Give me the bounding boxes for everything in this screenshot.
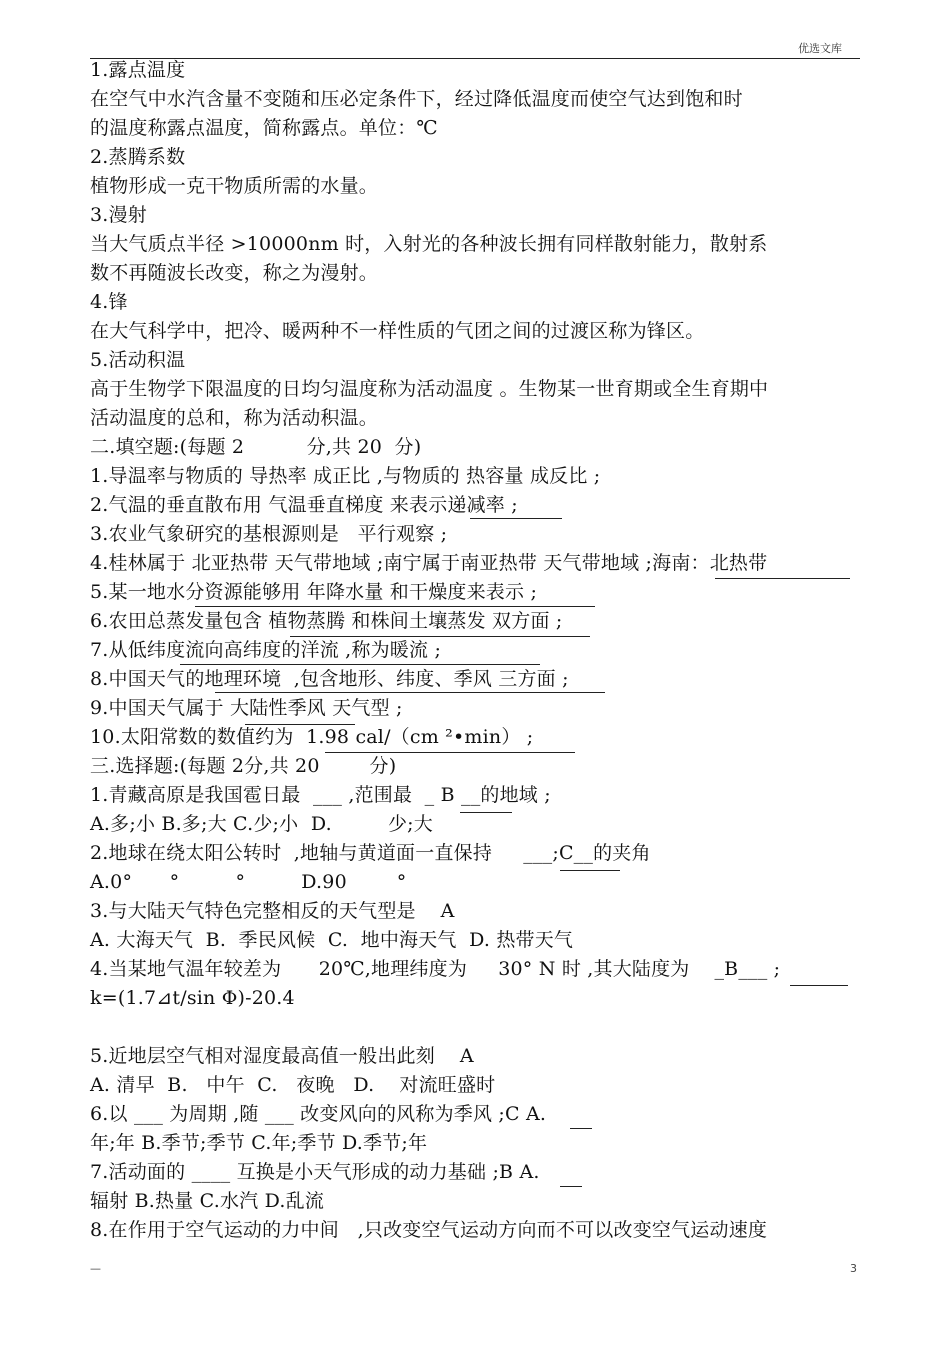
fill-in-question: 2.气温的垂直散布用 气温垂直梯度 来表示递减率 ; bbox=[90, 494, 518, 516]
answer-underline bbox=[460, 812, 512, 813]
answer-underline bbox=[560, 870, 620, 871]
answer-underline bbox=[715, 578, 850, 579]
footer-left-mark: — bbox=[90, 1262, 101, 1275]
formula-line: k=(1.7⊿t/sin Φ)-20.4 bbox=[90, 987, 295, 1009]
page-number: 3 bbox=[850, 1262, 857, 1275]
answer-underline bbox=[195, 606, 595, 607]
term-heading: 5.活动积温 bbox=[90, 349, 186, 371]
fill-in-question: 1.导温率与物质的 导热率 成正比 ,与物质的 热容量 成反比 ; bbox=[90, 465, 601, 487]
term-heading: 1.露点温度 bbox=[90, 59, 186, 81]
answer-underline bbox=[790, 985, 848, 986]
answer-underline bbox=[470, 518, 562, 519]
section-heading-choice: 三.选择题:(每题 2分,共 20 分) bbox=[90, 755, 397, 777]
fill-in-question: 4.桂林属于 北亚热带 天气带地域 ;南宁属于南亚热带 天气带地域 ;海南：北热带 bbox=[90, 552, 768, 574]
choice-question: 5.近地层空气相对湿度最高值一般出此刻 A bbox=[90, 1045, 474, 1067]
definition-text: 数不再随波长改变，称之为漫射。 bbox=[90, 262, 379, 284]
choice-question: 4.当某地气温年较差为 20℃,地理纬度为 30° N 时 ,其大陆度为 _B___ ; bbox=[90, 958, 781, 980]
choice-question: 1.青藏高原是我国雹日最 ___ ,范围最 _ B __的地域 ; bbox=[90, 784, 551, 806]
fill-in-question: 10.太阳常数的数值约为 1.98 cal/（cm ²•min） ; bbox=[90, 726, 534, 748]
definition-text: 在空气中水汽含量不变随和压必定条件下，经过降低温度而使空气达到饱和时 bbox=[90, 88, 743, 110]
choice-question: 3.与大陆天气特色完整相反的天气型是 A bbox=[90, 900, 455, 922]
section-heading-fill-in: 二.填空题:(每题 2 分,共 20 分) bbox=[90, 436, 422, 458]
fill-in-question: 7.从低纬度流向高纬度的洋流 ,称为暖流 ; bbox=[90, 639, 442, 661]
definition-text: 活动温度的总和，称为活动积温。 bbox=[90, 407, 379, 429]
choice-options: 年;年 B.季节;季节 C.年;季节 D.季节;年 bbox=[90, 1132, 428, 1154]
answer-underline bbox=[570, 1128, 592, 1129]
choice-question: 7.活动面的 ____ 互换是小天气形成的动力基础 ;B A. bbox=[90, 1161, 540, 1183]
header-label: 优选文库 bbox=[798, 42, 842, 55]
answer-underline bbox=[290, 636, 590, 637]
fill-in-question: 3.农业气象研究的基根源则是 平行观察 ; bbox=[90, 523, 448, 545]
choice-options: A. 清早 B. 中午 C. 夜晚 D. 对流旺盛时 bbox=[90, 1074, 496, 1096]
definition-text: 的温度称露点温度，简称露点。单位：℃ bbox=[90, 117, 438, 139]
choice-options: A. 大海天气 B. 季民风候 C. 地中海天气 D. 热带天气 bbox=[90, 929, 574, 951]
answer-underline bbox=[245, 724, 355, 725]
choice-options: A.多;小 B.多;大 C.少;小 D. 少;大 bbox=[90, 813, 433, 835]
definition-text: 植物形成一克干物质所需的水量。 bbox=[90, 175, 379, 197]
fill-in-question: 8.中国天气的地理环境 ,包含地形、纬度、季风 三方面 ; bbox=[90, 668, 569, 690]
document-body bbox=[90, 56, 860, 1245]
answer-underline bbox=[560, 1186, 582, 1187]
term-heading: 2.蒸腾系数 bbox=[90, 146, 186, 168]
choice-options: A.0° ° ° D.90 ° bbox=[90, 871, 407, 893]
answer-underline bbox=[325, 752, 575, 753]
definition-text: 在大气科学中，把冷、暖两种不一样性质的气团之间的过渡区称为锋区。 bbox=[90, 320, 705, 342]
choice-question: 2.地球在绕太阳公转时 ,地轴与黄道面一直保持 ___;C__的夹角 bbox=[90, 842, 651, 864]
fill-in-question: 5.某一地水分资源能够用 年降水量 和干燥度来表示 ; bbox=[90, 581, 538, 603]
term-heading: 3.漫射 bbox=[90, 204, 147, 226]
blank-line bbox=[90, 1013, 860, 1042]
choice-question: 8.在作用于空气运动的力中间 ,只改变空气运动方向而不可以改变空气运动速度 bbox=[90, 1219, 768, 1241]
fill-in-question: 9.中国天气属于 大陆性季风 天气型 ; bbox=[90, 697, 403, 719]
answer-underline bbox=[180, 664, 540, 665]
fill-in-question: 6.农田总蒸发量包含 植物蒸腾 和株间土壤蒸发 双方面 ; bbox=[90, 610, 563, 632]
answer-underline bbox=[215, 692, 605, 693]
term-heading: 4.锋 bbox=[90, 291, 128, 313]
choice-options: 辐射 B.热量 C.水汽 D.乱流 bbox=[90, 1190, 325, 1212]
choice-question: 6.以 ___ 为周期 ,随 ___ 改变风向的风称为季风 ;C A. bbox=[90, 1103, 547, 1125]
definition-text: 高于生物学下限温度的日均匀温度称为活动温度 。生物某一世育期或全生育期中 bbox=[90, 378, 769, 400]
definition-text: 当大气质点半径 >10000nm 时，入射光的各种波长拥有同样散射能力，散射系 bbox=[90, 233, 768, 255]
